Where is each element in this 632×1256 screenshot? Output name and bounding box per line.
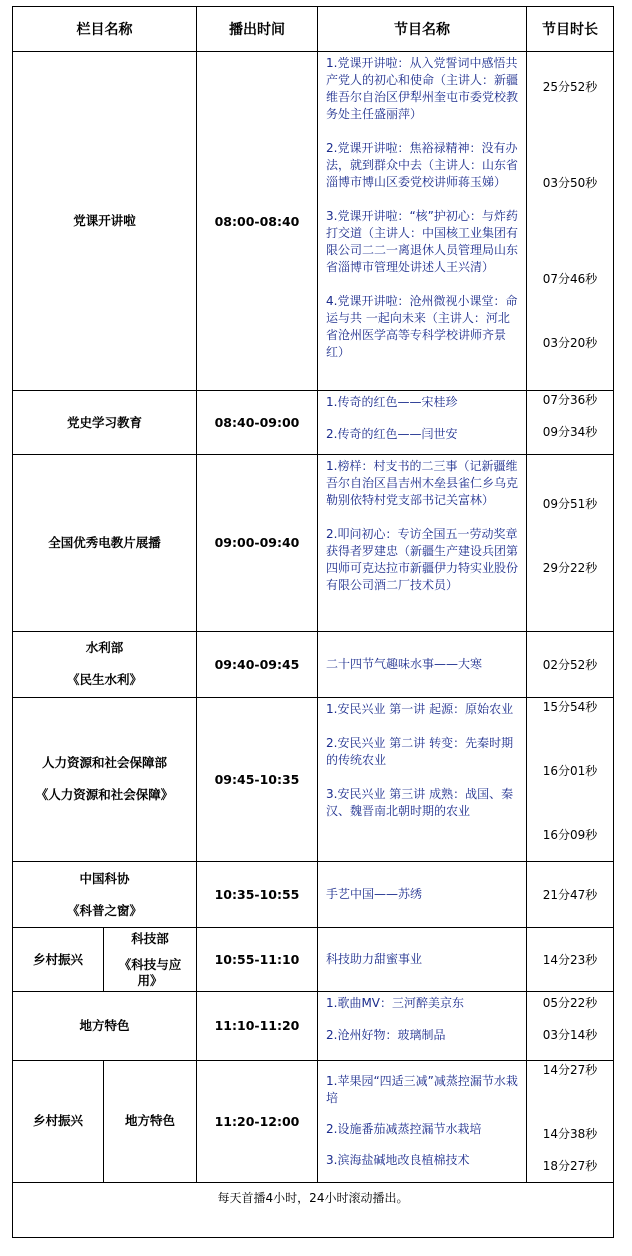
duration-cell — [527, 928, 614, 992]
header-duration: 节目时长 — [527, 7, 614, 52]
program-cell — [318, 631, 527, 697]
duration-value: 03分20秒 — [542, 336, 598, 351]
time-cell: 10:55-11:10 — [197, 928, 318, 992]
time-cell: 10:35-10:55 — [197, 862, 318, 928]
time-cell: 09:40-09:45 — [197, 631, 318, 697]
program-item: 1.安民兴业 第一讲 起源：原始农业 — [326, 701, 514, 716]
duration-cell — [527, 697, 614, 861]
program-item: 二十四节气趣味水事——大寒 — [326, 656, 483, 671]
program-item: 3.滨海盐碱地改良植棉技术 — [326, 1153, 470, 1168]
table-row — [13, 455, 614, 631]
duration-cell — [527, 862, 614, 928]
duration-cell — [527, 992, 614, 1060]
duration-value: 07分36秒 — [542, 392, 598, 407]
program-cell — [318, 390, 527, 454]
duration-value: 15分54秒 — [542, 699, 598, 714]
table-row — [13, 52, 614, 391]
duration-value: 16分01秒 — [542, 763, 598, 778]
duration-value: 09分51秒 — [542, 497, 598, 512]
program-item: 1.党课开讲啦：从入党誓词中感悟共产党人的初心和使命（主讲人：新疆维吾尔自治区伊犁州奎屯市委党校教务处主任盛丽萍） — [326, 56, 519, 122]
program-item: 手艺中国——苏绣 — [326, 887, 423, 902]
category-cell: 人力资源和社会保障部 《人力资源和社会保障》 — [13, 697, 197, 861]
table-row — [13, 631, 614, 697]
header-time: 播出时间 — [197, 7, 318, 52]
program-item: 1.传奇的红色——宋桂珍 — [326, 394, 458, 409]
duration-value: 07分46秒 — [542, 272, 598, 287]
duration-value: 14分27秒 — [542, 1062, 598, 1077]
program-cell — [318, 862, 527, 928]
program-cell — [318, 1060, 527, 1182]
program-item: 2.传奇的红色——闫世安 — [326, 426, 458, 441]
program-item: 2.党课开讲啦：焦裕禄精神：没有办法，就到群众中去（主讲人：山东省淄博市博山区委党校讲师蒋玉娣） — [326, 141, 519, 190]
program-item: 4.党课开讲啦：沧州微视小课堂：命运与共 一起向未来（主讲人：河北省沧州医学高等专科学校讲师齐景红） — [326, 294, 518, 360]
duration-value: 14分38秒 — [542, 1126, 598, 1141]
program-item: 科技助力甜蜜事业 — [326, 952, 423, 967]
program-item: 2.叩问初心：专访全国五一劳动奖章获得者罗建忠（新疆生产建设兵团第四师可克达拉市新疆伊力特实业股份有限公司酒二厂技术员） — [326, 527, 519, 593]
header-program: 节目名称 — [318, 7, 527, 52]
header-category: 栏目名称 — [13, 7, 197, 52]
header-row — [13, 7, 614, 52]
program-cell — [318, 992, 527, 1060]
duration-cell — [527, 52, 614, 391]
schedule-table — [12, 6, 614, 1238]
program-item: 3.党课开讲啦：“核”护初心：与炸药打交道（主讲人：中国核工业集团有限公司二二一离退休人员管理局山东省淄博市管理处讲述人王兴清） — [326, 209, 519, 275]
category-cell: 科技部 《科技与应 用》 — [104, 928, 197, 992]
table-row — [13, 697, 614, 861]
category-cell: 中国科协 《科普之窗》 — [13, 862, 197, 928]
duration-value: 21分47秒 — [542, 888, 598, 903]
category-left-cell: 乡村振兴 — [13, 928, 104, 992]
program-item: 1.苹果园“四适三减”减蒸控漏节水栽培 — [326, 1074, 518, 1106]
table-row — [13, 390, 614, 454]
duration-value: 14分23秒 — [542, 953, 598, 968]
time-cell: 08:40-09:00 — [197, 390, 318, 454]
duration-cell — [527, 455, 614, 631]
time-cell: 11:20-12:00 — [197, 1060, 318, 1182]
duration-value: 18分27秒 — [542, 1158, 598, 1173]
time-cell: 08:00-08:40 — [197, 52, 318, 391]
duration-value: 02分52秒 — [542, 657, 598, 672]
duration-value: 03分14秒 — [542, 1028, 598, 1043]
footer-note: 每天首播4小时，24小时滚动播出。 — [13, 1182, 614, 1237]
program-item: 2.沧州好物：玻璃制品 — [326, 1028, 446, 1043]
category-cell: 党课开讲啦 — [13, 52, 197, 391]
category-cell: 党史学习教育 — [13, 390, 197, 454]
program-cell — [318, 697, 527, 861]
category-cell: 全国优秀电教片展播 — [13, 455, 197, 631]
table-row — [13, 992, 614, 1060]
program-cell — [318, 928, 527, 992]
time-cell: 09:00-09:40 — [197, 455, 318, 631]
program-item: 1.榜样：村支书的二三事（记新疆维吾尔自治区昌吉州木垒县雀仁乡乌克勒别依特村党支部书记关富林） — [326, 459, 519, 508]
duration-value: 09分34秒 — [542, 424, 598, 439]
duration-value: 03分50秒 — [542, 176, 598, 191]
duration-value: 29分22秒 — [542, 561, 598, 576]
program-cell — [318, 52, 527, 391]
time-cell: 11:10-11:20 — [197, 992, 318, 1060]
table-row — [13, 928, 614, 992]
program-item: 1.歌曲MV：三河醉美京东 — [326, 996, 465, 1011]
category-cell: 水利部 《民生水利》 — [13, 631, 197, 697]
table-row — [13, 1060, 614, 1182]
category-cell: 地方特色 — [13, 992, 197, 1060]
program-item: 2.安民兴业 第二讲 转变：先秦时期的传统农业 — [326, 735, 514, 767]
time-cell: 09:45-10:35 — [197, 697, 318, 861]
table-row — [13, 862, 614, 928]
duration-cell — [527, 1060, 614, 1182]
duration-value: 05分22秒 — [542, 996, 598, 1011]
program-item: 2.设施番茄减蒸控漏节水栽培 — [326, 1122, 482, 1137]
category-cell: 地方特色 — [104, 1060, 197, 1182]
category-left-cell: 乡村振兴 — [13, 1060, 104, 1182]
footer-row — [13, 1182, 614, 1237]
duration-value: 16分09秒 — [542, 827, 598, 842]
duration-cell — [527, 631, 614, 697]
duration-cell — [527, 390, 614, 454]
program-item: 3.安民兴业 第三讲 成熟：战国、秦汉、魏晋南北朝时期的农业 — [326, 786, 514, 818]
duration-value: 25分52秒 — [542, 80, 598, 95]
program-cell — [318, 455, 527, 631]
